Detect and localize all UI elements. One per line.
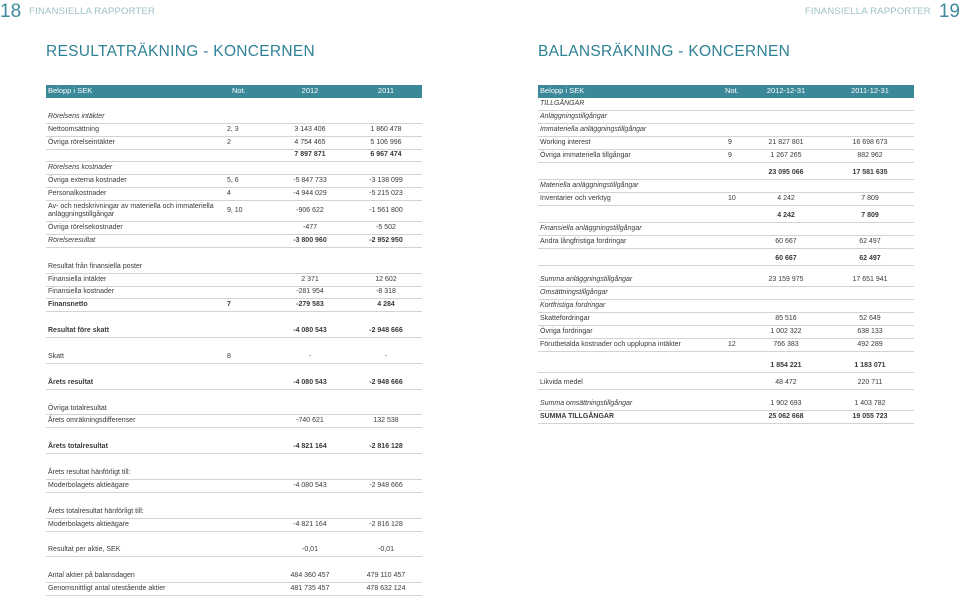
cell-note: 7 [227, 301, 231, 309]
table-row [46, 557, 422, 570]
balance-sheet-table [538, 85, 914, 424]
cell-label: Övriga fordringar [540, 327, 593, 335]
cell-v1: -4 080 543 [293, 378, 327, 386]
cell-label: Inventarier och verktyg [540, 194, 611, 202]
cell-v2: 17 651 941 [852, 275, 888, 283]
cell-v2: 478 632 124 [366, 584, 406, 592]
table-row [46, 162, 422, 175]
cell-v1: 1 002 322 [770, 327, 802, 335]
table-row [46, 544, 422, 557]
cell-note: 9 [728, 138, 732, 146]
table-row [538, 253, 914, 266]
cell-v1: -4 080 543 [293, 481, 327, 489]
table-row [46, 201, 422, 222]
right-page-number: 19 [938, 0, 960, 22]
cell-note: 10 [728, 194, 736, 202]
cell-v1: 23 159 975 [768, 275, 804, 283]
cell-v2: -2 948 666 [369, 481, 403, 489]
cell-label: SUMMA TILLGÅNGAR [540, 412, 615, 420]
cell-label: Finansiella anläggningstillgångar [540, 224, 642, 232]
table-row [538, 274, 914, 287]
table-row [46, 428, 422, 441]
table-row [46, 454, 422, 467]
cell-v2: 62 497 [859, 237, 881, 245]
cell-label: Finansiella intäkter [48, 275, 107, 283]
cell-v1: 25 062 668 [768, 412, 804, 420]
cell-label: Omsättningstillgångar [540, 288, 608, 296]
table-row [46, 506, 422, 519]
cell-v2: 1 860 478 [370, 125, 402, 133]
cell-label: Årets omräkningsdifferenser [48, 417, 136, 425]
table-row [46, 124, 422, 137]
cell-v1: -5 847 733 [293, 177, 327, 185]
table-row [538, 210, 914, 223]
table-row [46, 235, 422, 248]
right-page-header [805, 0, 960, 22]
table-row [46, 274, 422, 287]
cell-label: Årets totalresultat hänförligt till: [48, 507, 144, 515]
cell-v2: -2 948 666 [369, 327, 403, 335]
cell-v1: 60 667 [775, 237, 797, 245]
table-row [46, 150, 422, 163]
cell-label: Rörelsens kostnader [48, 164, 113, 172]
table-row [46, 222, 422, 235]
left-page-number: 18 [0, 0, 22, 22]
table-row [538, 193, 914, 206]
cell-label: Årets totalresultat [48, 443, 108, 451]
table-row [46, 570, 422, 583]
cell-v2: -1 561 800 [369, 207, 403, 215]
cell-v2: 1 183 071 [854, 361, 886, 369]
cell-v2: 16 698 673 [852, 138, 888, 146]
cell-label: Av- och nedskrivningar av materiella och immateriella anläggningstillgångar [48, 203, 214, 219]
cell-v1: 7 897 871 [294, 151, 326, 159]
balance-col-2012: 2012-12-31 [766, 86, 806, 96]
income-col-2012: 2012 [301, 86, 319, 96]
cell-v2: -5 502 [376, 224, 396, 232]
cell-v2: 17 581 635 [852, 168, 888, 176]
cell-v1: 4 754 465 [294, 138, 326, 146]
cell-v1: 1 267 265 [770, 151, 802, 159]
table-row [538, 326, 914, 339]
table-row [538, 167, 914, 180]
cell-v1: -4 821 164 [293, 443, 327, 451]
cell-v2: 220 711 [857, 378, 883, 386]
income-header-row [46, 85, 422, 98]
table-row [538, 360, 914, 373]
table-row [538, 300, 914, 313]
table-row [46, 480, 422, 493]
table-row [46, 519, 422, 532]
cell-v2: -2 952 950 [369, 236, 403, 244]
table-row [538, 111, 914, 124]
income-col-note: Not. [232, 86, 246, 96]
table-row [538, 223, 914, 236]
cell-v1: 23 095 066 [768, 168, 804, 176]
table-row [46, 175, 422, 188]
cell-v1: -477 [302, 224, 317, 232]
cell-v1: 60 667 [775, 254, 797, 262]
cell-label: Genomsnittligt antal utestående aktier [48, 584, 166, 592]
balance-sheet-title: BALANSRÄKNING - KONCERNEN [538, 43, 791, 60]
cell-v1: 21 827 801 [768, 138, 804, 146]
cell-v2: -8 318 [376, 288, 396, 296]
left-page-header [0, 0, 155, 22]
table-row [46, 403, 422, 416]
cell-label: Resultat från finansiella poster [48, 262, 143, 270]
table-row [538, 398, 914, 411]
cell-v1: 1 902 693 [770, 399, 802, 407]
table-row [538, 377, 914, 390]
cell-label: TILLGÅNGAR [540, 99, 585, 107]
cell-label: Immateriella anläggningstillgångar [540, 125, 647, 133]
cell-label: Resultat före skatt [48, 327, 110, 335]
cell-label: Summa anläggningstillgångar [540, 275, 633, 283]
cell-label: Finansnetto [48, 301, 88, 309]
cell-label: Personalkostnader [48, 190, 107, 198]
table-row [46, 98, 422, 111]
table-row [46, 441, 422, 454]
cell-v2: 7 809 [861, 211, 879, 219]
cell-v2: 62 497 [859, 254, 881, 262]
cell-note: 9 [728, 151, 732, 159]
cell-label: Rörelseresultat [48, 236, 96, 244]
cell-v2: -3 138 099 [369, 177, 403, 185]
cell-label: Rörelsens intäkter [48, 112, 105, 120]
cell-v2: -2 816 128 [369, 443, 403, 451]
table-row [46, 299, 422, 312]
cell-v1: -4 080 543 [293, 327, 327, 335]
cell-v1: -740 621 [296, 417, 324, 425]
cell-label: Övriga rörelseintäkter [48, 138, 115, 146]
table-row [46, 261, 422, 274]
table-row [46, 312, 422, 325]
cell-label: Anläggningstillgångar [540, 112, 607, 120]
cell-v1: 85 516 [775, 314, 797, 322]
cell-v1: - [308, 352, 312, 360]
income-col-2011: 2011 [377, 86, 395, 96]
cell-label: Övriga rörelsekostnader [48, 224, 123, 232]
cell-v2: 492 289 [857, 340, 883, 348]
cell-v2: - [384, 352, 388, 360]
table-row [46, 325, 422, 338]
cell-note: 2 [227, 138, 231, 146]
cell-v1: -0,01 [302, 546, 318, 554]
table-row [46, 467, 422, 480]
cell-v2: -5 215 023 [369, 190, 403, 198]
table-row [46, 415, 422, 428]
cell-v1: 2 371 [301, 275, 319, 283]
cell-v2: -0,01 [378, 546, 394, 554]
table-row [538, 287, 914, 300]
cell-v2: 479 110 457 [366, 572, 406, 580]
cell-v2: 19 055 723 [852, 412, 888, 420]
cell-v2: 7 809 [861, 194, 879, 202]
cell-label: Andra långfristiga fordringar [540, 237, 627, 245]
cell-v1: -4 821 164 [293, 520, 327, 528]
right-header-title: FINANSIELLA RAPPORTER [804, 5, 931, 17]
cell-note: 12 [728, 340, 736, 348]
table-row [46, 364, 422, 377]
income-statement-table [46, 85, 422, 596]
table-row [46, 532, 422, 545]
cell-label: Övriga totalresultat [48, 404, 107, 412]
cell-note: 2, 3 [227, 125, 239, 133]
cell-label: Materiella anläggningstillgångar [540, 181, 639, 189]
table-row [46, 137, 422, 150]
cell-note: 9, 10 [227, 207, 243, 215]
table-row [46, 390, 422, 403]
cell-v1: 766 383 [773, 340, 799, 348]
cell-label: Finansiella kostnader [48, 288, 115, 296]
cell-note: 8 [227, 352, 231, 360]
cell-v2: 5 106 996 [370, 138, 402, 146]
cell-v2: 4 284 [377, 301, 395, 309]
cell-v2: 1 403 782 [854, 399, 886, 407]
table-row [46, 338, 422, 351]
table-row [46, 493, 422, 506]
cell-label: Likvida medel [540, 378, 583, 386]
cell-label: Moderbolagets aktieägare [48, 520, 129, 528]
balance-col-2011: 2011-12-31 [851, 86, 889, 96]
cell-label: Nettoomsättning [48, 125, 99, 133]
cell-label: Skatt [48, 352, 64, 360]
table-row [538, 124, 914, 137]
left-header-title: FINANSIELLA RAPPORTER [29, 5, 156, 17]
table-row [538, 137, 914, 150]
balance-col-label: Belopp i SEK [540, 86, 585, 96]
income-statement-title: RESULTATRÄKNING - KONCERNEN [46, 43, 316, 60]
cell-label: Skattefordringar [540, 314, 590, 322]
table-row [46, 248, 422, 261]
cell-label: Resultat per aktie, SEK [48, 546, 121, 554]
table-row [46, 351, 422, 364]
cell-v1: 3 143 406 [294, 125, 326, 133]
cell-v2: 52 649 [859, 314, 881, 322]
cell-v2: 12 602 [375, 275, 397, 283]
cell-v1: 484 360 457 [290, 572, 330, 580]
cell-v2: 882 962 [857, 151, 883, 159]
table-row [46, 188, 422, 201]
table-row [538, 180, 914, 193]
cell-v1: 1 854 221 [770, 361, 802, 369]
cell-v2: 132 538 [373, 417, 399, 425]
cell-label: Kortfristiga fordringar [540, 301, 606, 309]
balance-header-row [538, 85, 914, 98]
cell-label: Antal aktier på balansdagen [48, 572, 135, 580]
cell-v1: 4 242 [777, 211, 795, 219]
table-row [46, 287, 422, 300]
cell-v2: -2 816 128 [369, 520, 403, 528]
table-row [538, 313, 914, 326]
cell-label: Working interest [540, 138, 591, 146]
cell-label: Årets resultat hänförligt till: [48, 468, 131, 476]
cell-v2: -2 948 666 [369, 378, 403, 386]
cell-v1: 481 735 457 [290, 584, 330, 592]
cell-v1: -906 622 [296, 207, 324, 215]
cell-v1: 48 472 [775, 378, 797, 386]
cell-v2: 638 133 [857, 327, 883, 335]
table-row [538, 411, 914, 424]
cell-v1: -279 583 [296, 301, 324, 309]
cell-v1: -4 944 029 [293, 190, 327, 198]
balance-col-note: Not. [725, 86, 739, 96]
table-row [46, 111, 422, 124]
cell-label: Övriga externa kostnader [48, 177, 127, 185]
cell-v1: -281 954 [296, 288, 324, 296]
cell-v1: -3 800 960 [293, 236, 327, 244]
cell-label: Summa omsättningstillgångar [540, 399, 633, 407]
income-col-label: Belopp i SEK [48, 86, 93, 96]
cell-label: Årets resultat [48, 378, 94, 386]
cell-label: Övriga immateriella tillgångar [540, 151, 631, 159]
cell-v2: 6 967 474 [370, 151, 402, 159]
table-row [538, 236, 914, 249]
table-row [46, 377, 422, 390]
cell-note: 5, 6 [227, 177, 239, 185]
table-row [46, 583, 422, 596]
cell-note: 4 [227, 190, 231, 198]
table-row [538, 98, 914, 111]
cell-label: Förutbetalda kostnader och upplupna intäkter [540, 340, 681, 348]
table-row [538, 339, 914, 352]
cell-label: Moderbolagets aktieägare [48, 481, 129, 489]
cell-v1: 4 242 [777, 194, 795, 202]
table-row [538, 150, 914, 163]
